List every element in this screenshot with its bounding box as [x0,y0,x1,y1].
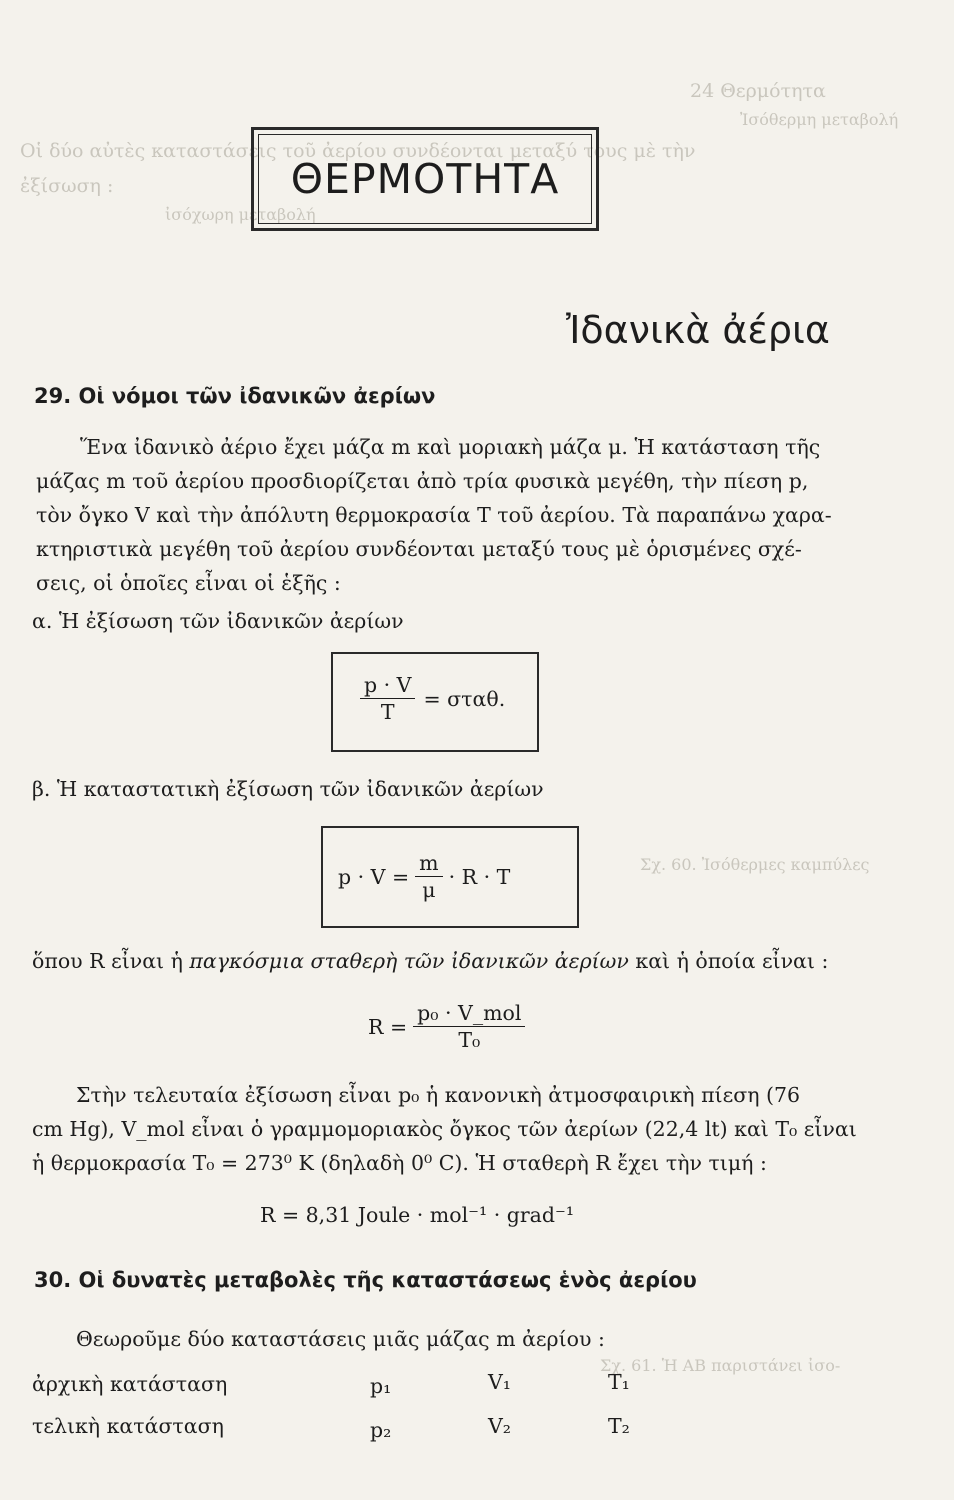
state-label: ἀρχικὴ κατάσταση [32,1372,228,1396]
state-pressure: p₂ [370,1418,392,1442]
paragraph-line: Θεωροῦμε δύο καταστάσεις μιᾶς μάζας m ἀερίου : [76,1327,605,1351]
paragraph-line: κτηριστικὰ μεγέθη τοῦ ἀερίου συνδέονται μεταξύ τους μὲ ὁρισμένες σχέ- [36,537,802,561]
bleed-through-text: Οἱ δύο αὐτὲς καταστάσεις τοῦ ἀερίου συνδέονται μεταξύ τους μὲ τὴν [20,140,696,162]
section-number: 30. [34,1268,72,1292]
item-b-label: β. Ἡ καταστατικὴ ἐξίσωση τῶν ἰδανικῶν ἀερίων [32,777,544,801]
bleed-through-text: 24 Θερμότητα [690,80,826,102]
numerator: m [415,850,442,877]
chapter-title: ΘΕΡΜΟΤΗΤΑ [258,134,592,224]
paragraph-line: Ἕνα ἰδανικὸ ἀέριο ἔχει μάζα m καὶ μοριακὴ μάζα μ. Ἡ κατάσταση τῆς [80,435,821,459]
fraction [413,1000,525,1053]
state-temperature: T₂ [608,1414,630,1438]
bleed-through-text: Σχ. 60. Ἰσόθερμες καμπύλες [640,855,870,874]
equation-gas-constant-value: R = 8,31 Joule · mol⁻¹ · grad⁻¹ [260,1203,575,1227]
state-label: τελικὴ κατάσταση [32,1414,224,1438]
numerator: p₀ · V_mol [413,1000,525,1027]
state-temperature: T₁ [608,1370,630,1394]
fraction [360,672,415,725]
paragraph-line: σεις, οἱ ὁποῖες εἶναι οἱ ἑξῆς : [36,571,341,595]
paragraph-line: cm Hg), V_mol εἶναι ὁ γραμμομοριακὸς ὄγκος τῶν ἀερίων (22,4 lt) καὶ T₀ εἶναι [32,1117,857,1141]
section-30-heading [34,1268,697,1292]
paragraph-line: Στὴν τελευταία ἐξίσωση εἶναι p₀ ἡ κανονικὴ ἀτμοσφαιρικὴ πίεση (76 [76,1083,801,1107]
item-a-label: α. Ἡ ἐξίσωση τῶν ἰδανικῶν ἀερίων [32,609,404,633]
equation-lhs: p · V = [338,864,410,889]
state-volume: V₁ [488,1370,512,1394]
equation-state [338,850,510,903]
state-row-final [32,1414,224,1438]
paragraph-line: μάζας m τοῦ ἀερίου προσδιορίζεται ἀπὸ τρία φυσικὰ μεγέθη, τὴν πίεση p, [36,469,809,493]
chapter-title-box [251,127,599,231]
denominator: T [380,700,395,724]
text-run: καὶ ἡ ὁποία εἶναι : [628,949,829,973]
paragraph-line: ἡ θερμοκρασία T₀ = 273⁰ K (δηλαδὴ 0⁰ C). Ἡ σταθερὴ R ἔχει τὴν τιμή : [32,1151,767,1175]
bleed-through-text: ἰσόχωρη μεταβολή [165,205,316,224]
paragraph-line [32,944,828,978]
equation-rhs: = σταθ. [423,686,506,711]
state-volume: V₂ [488,1414,512,1438]
text-run: ὅπου R εἶναι ἡ [32,949,190,973]
denominator: T₀ [458,1028,481,1052]
fraction [415,850,442,903]
equation-gas-constant [368,1000,525,1053]
state-row-initial [32,1372,227,1396]
emphasis: παγκόσμια σταθερὴ τῶν ἰδανικῶν ἀερίων [189,949,629,973]
equation-lhs: R = [368,1014,408,1039]
bleed-through-text: Σχ. 61. Ἡ AB παριστάνει ἰσο- [600,1356,841,1375]
section-29-heading [34,384,435,408]
equation-ideal-gas [360,672,505,725]
denominator: μ [422,878,436,902]
state-pressure: p₁ [370,1374,392,1398]
section-title: Οἱ νόμοι τῶν ἰδανικῶν ἀερίων [78,384,436,408]
equation-rhs: · R · T [448,864,511,889]
chapter-heading: Ἰδανικὰ ἀέρια [566,308,830,352]
paragraph-line: τὸν ὄγκο V καὶ τὴν ἀπόλυτη θερμοκρασία T τοῦ ἀερίου. Τὰ παραπάνω χαρα- [36,503,832,527]
bleed-through-text: ἐξίσωση : [20,175,114,197]
section-number: 29. [34,384,72,408]
section-title: Οἱ δυνατὲς μεταβολὲς τῆς καταστάσεως ἑνὸς ἀερίου [78,1268,697,1292]
bleed-through-text: Ἰσόθερμη μεταβολή [740,110,899,129]
numerator: p · V [360,672,415,699]
